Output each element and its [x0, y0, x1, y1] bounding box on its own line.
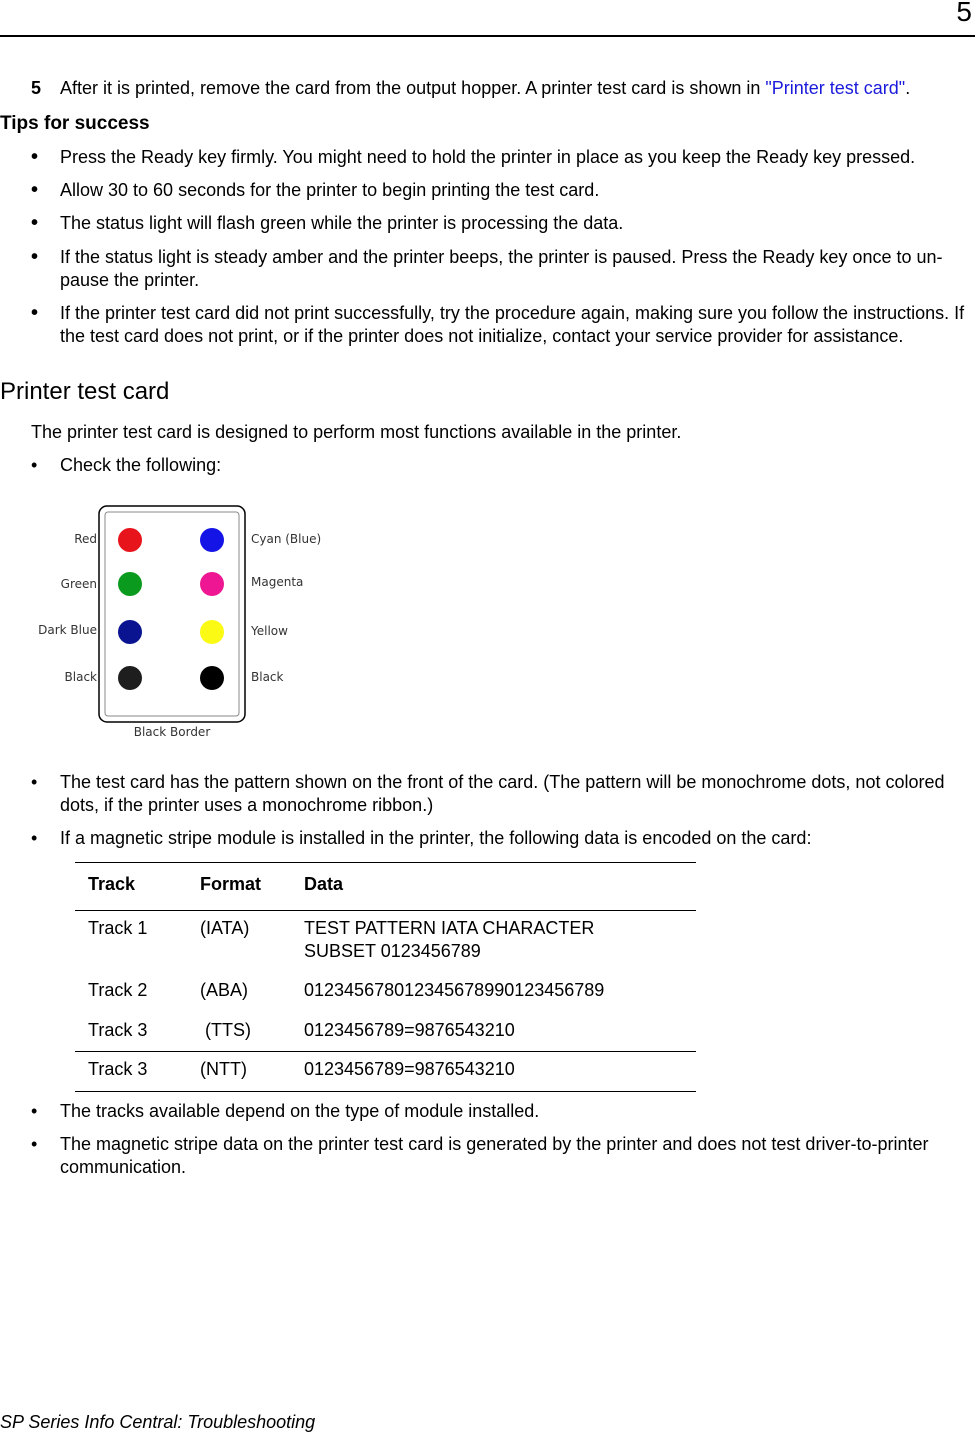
- generation-note: The magnetic stripe data on the printer test card is generated by the printer and does not test driver-to-printer communication.: [60, 1134, 929, 1177]
- footer-text: SP Series Info Central: Troubleshooting: [0, 1412, 316, 1432]
- bullet-icon: •: [31, 828, 38, 848]
- bullet-icon: •: [31, 455, 38, 475]
- label-cyan: Cyan (Blue): [251, 532, 322, 546]
- bullet-icon: •: [31, 302, 39, 324]
- section-intro: The printer test card is designed to perform most functions available in the printer.: [31, 422, 682, 442]
- label-black-border: Black Border: [133, 725, 211, 739]
- table-rule-top: [75, 862, 696, 863]
- dot-green: [118, 572, 142, 596]
- cell-format: (IATA): [200, 918, 250, 938]
- dot-magenta: [200, 572, 224, 596]
- cell-track: Track 1: [88, 918, 148, 938]
- dot-yellow: [200, 620, 224, 644]
- tip-item: If the status light is steady amber and the printer beeps, the printer is paused. Press the Ready key once to un-pause the printer.: [60, 247, 943, 290]
- table-rule-header: [75, 910, 696, 911]
- step-text-before: After it is printed, remove the card from the output hopper. A printer test card is shown in: [60, 78, 766, 98]
- label-magenta: Magenta: [251, 575, 304, 589]
- cell-format: (ABA): [200, 980, 249, 1000]
- header-rule: [0, 35, 975, 37]
- label-green: Green: [60, 577, 97, 591]
- label-black-left: Black: [64, 670, 97, 684]
- label-red: Red: [74, 532, 97, 546]
- cell-track: Track 2: [88, 980, 148, 1000]
- dot-red: [118, 528, 142, 552]
- header-format: Format: [200, 874, 262, 894]
- tip-item: The status light will flash green while the printer is processing the data.: [60, 213, 624, 233]
- bullet-icon: •: [31, 212, 39, 234]
- cell-track: Track 3: [88, 1059, 148, 1079]
- cell-format: (NTT): [200, 1059, 247, 1079]
- cell-data: 0123456789=9876543210: [304, 1020, 515, 1040]
- cell-data: 01234567801234567899012345678​9: [304, 980, 605, 1000]
- dot-black-left: [118, 666, 142, 690]
- cell-data: 0123456789=9876543210: [304, 1059, 515, 1079]
- cell-data-cont: SUBSET 0123456789: [304, 941, 481, 961]
- tip-item: Allow 30 to 60 seconds for the printer to begin printing the test card.: [60, 180, 600, 200]
- track-table: [75, 862, 696, 1092]
- section-title: Printer test card: [0, 378, 170, 405]
- bullet-icon: •: [31, 146, 39, 168]
- tracks-note: The tracks available depend on the type of module installed.: [60, 1101, 540, 1121]
- dot-dark-blue: [118, 620, 142, 644]
- test-card-figure: [36, 500, 336, 745]
- step-text-after: .: [905, 78, 911, 98]
- label-yellow: Yellow: [251, 624, 288, 638]
- dot-black-right: [200, 666, 224, 690]
- bullet-icon: •: [31, 1101, 38, 1121]
- pattern-note: The test card has the pattern shown on the front of the card. (The pattern will be monochrome dots, not colored dots, if the printer uses a monochrome ribbon.): [60, 772, 945, 815]
- tip-item: If the printer test card did not print successfully, try the procedure again, making sure you follow the instructions. If the test card does not print, or if the printer does not initialize, contact your service provider for assistance.: [60, 303, 965, 346]
- header-data: Data: [304, 874, 344, 894]
- dot-cyan: [200, 528, 224, 552]
- bullet-icon: •: [31, 772, 38, 792]
- bullet-icon: •: [31, 246, 39, 268]
- table-rule-bottom: [75, 1091, 696, 1092]
- cell-data: TEST PATTERN IATA CHARACTER: [304, 918, 595, 938]
- step-text: [60, 77, 960, 100]
- label-dark-blue: Dark Blue: [38, 623, 97, 637]
- page-number: 5: [956, 0, 972, 27]
- step-number: 5: [31, 78, 42, 98]
- cell-track: Track 3: [88, 1020, 148, 1040]
- bullet-icon: •: [31, 179, 39, 201]
- tips-heading: Tips for success: [0, 113, 150, 134]
- table-rule-mid: [75, 1051, 696, 1052]
- bullet-icon: •: [31, 1134, 38, 1154]
- magstripe-note: If a magnetic stripe module is installed in the printer, the following data is encoded on the card:: [60, 828, 812, 848]
- tip-item: Press the Ready key firmly. You might need to hold the printer in place as you keep the Ready key pressed.: [60, 147, 916, 167]
- label-black-right: Black: [251, 670, 284, 684]
- printer-test-card-link[interactable]: "Printer test card": [765, 78, 906, 98]
- header-track: Track: [88, 874, 136, 894]
- cell-format: (TTS): [200, 1020, 251, 1040]
- check-item: Check the following:: [60, 455, 222, 475]
